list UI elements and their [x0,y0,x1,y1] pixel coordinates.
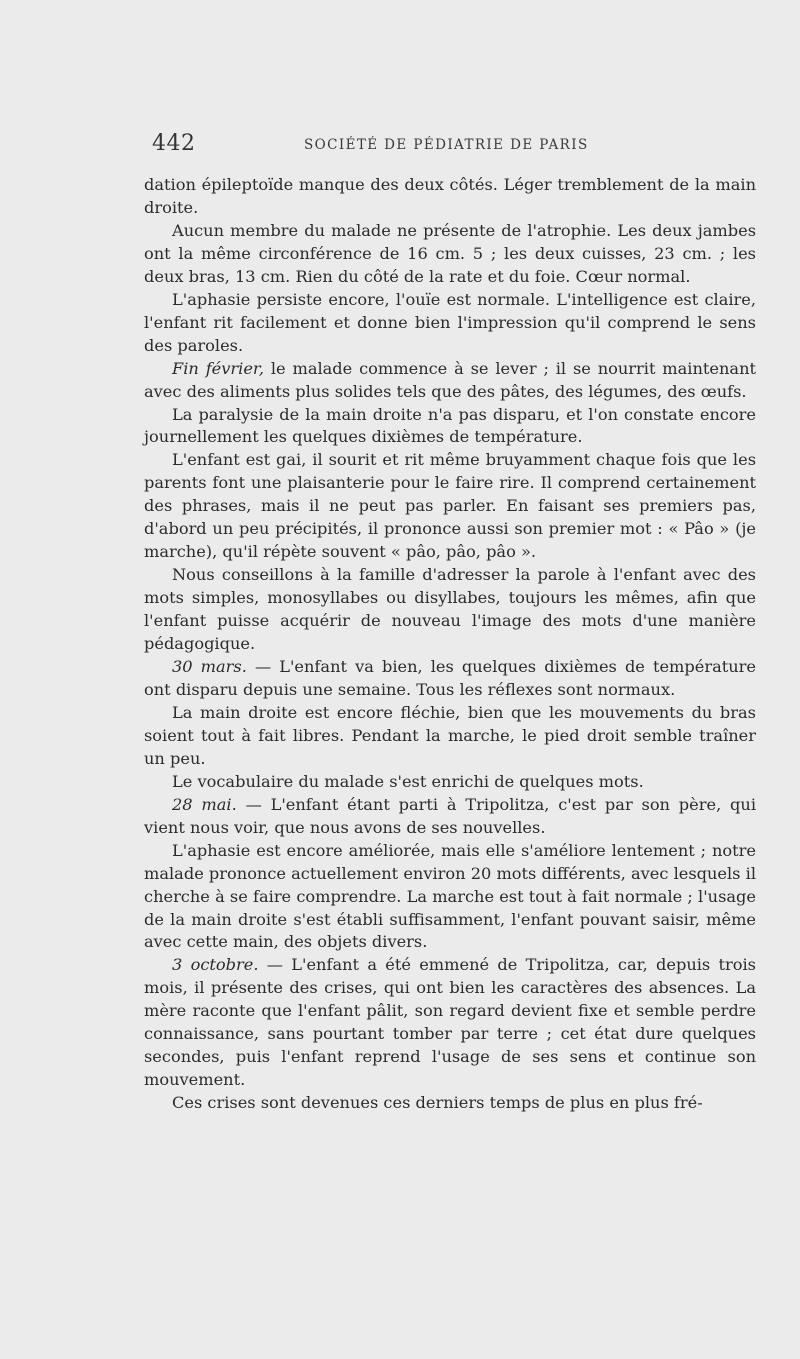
paragraph [144,220,756,289]
paragraph-text: dation épileptoïde manque des deux côtés. Léger tremblement de la main droite. [144,175,756,217]
paragraph [144,771,756,794]
paragraph [144,174,756,220]
page-number: 442 [152,131,196,156]
paragraph-text: L'enfant est gai, il sourit et rit même bruyamment chaque fois que les parents font une plaisanterie pour le faire rire. Il comprend certainement des phrases, mais il ne peut pas parler. En faisant ses premiers pas, d'abord un peu précipités, il prononce aussi son premier mot : « Pâo » (je marche), qu'il répète souvent « pâo, pâo, pâo ». [144,450,756,562]
paragraph-text: Aucun membre du malade ne présente de l'atrophie. Les deux jambes ont la même circonférence de 16 cm. 5 ; les deux cuisses, 23 cm. ; les deux bras, 13 cm. Rien du côté de la rate et du foie. Cœur normal. [144,220,756,286]
paragraph-text: L'aphasie est encore améliorée, mais elle s'améliore lentement ; notre malade prononce actuellement environ 20 mots différents, avec lesquels il cherche à se faire comprendre. La marche est tout à fait normale ; l'usage de la main droite s'est établi suffisamment, l'enfant pouvant saisir, même avec cette main, des objets divers. [144,840,756,952]
paragraph-text: Ces crises sont devenues ces derniers temps de plus en plus fré- [172,1093,703,1113]
date-label: 28 mai. [172,794,237,814]
date-label: 3 octobre. [172,955,259,975]
paragraph [144,449,756,564]
paragraph-text: Nous conseillons à la famille d'adresser la parole à l'enfant avec des mots simples, monosyllabes ou disyllabes, toujours les mêmes, afin que l'enfant puisse acquérir de nouveau l'image des mots d'une manière pédagogique. [144,565,756,654]
paragraph-text: le malade commence à se lever ; il se nourrit maintenant avec des aliments plus solides tels que des pâtes, des légumes, des œufs. [144,358,756,401]
paragraph [144,656,756,702]
paragraph-text: Le vocabulaire du malade s'est enrichi de quelques mots. [172,771,644,791]
paragraph-text: — L'enfant étant parti à Tripolitza, c'est par son père, qui vient nous voir, que nous avons de ses nouvelles. [144,794,756,837]
paragraph [144,1092,756,1115]
paragraph [144,404,756,450]
body-text [144,174,756,1115]
paragraph-text: La main droite est encore fléchie, bien que les mouvements du bras soient tout à fait libres. Pendant la marche, le pied droit semble traîner un peu. [144,702,756,768]
paragraph [144,358,756,404]
running-head: SOCIÉTÉ DE PÉDIATRIE DE PARIS [304,137,589,153]
paragraph [144,702,756,771]
paragraph [144,564,756,656]
paragraph [144,954,756,1092]
paragraph-text: L'aphasie persiste encore, l'ouïe est normale. L'intelligence est claire, l'enfant rit facilement et donne bien l'impression qu'il comprend le sens des paroles. [144,289,756,355]
paragraph [144,794,756,840]
date-label: 30 mars. [172,657,247,677]
paragraph-text: — L'enfant va bien, les quelques dixièmes de température ont disparu depuis une semaine. Tous les réflexes sont normaux. [144,657,756,699]
paragraph-text: La paralysie de la main droite n'a pas disparu, et l'on constate encore journellement les quelques dixièmes de température. [144,404,756,447]
page-header [152,131,752,161]
paragraph [144,289,756,358]
paragraph-text: — L'enfant a été emmené de Tripolitza, car, depuis trois mois, il présente des crises, qui ont bien les caractères des absences. La mère raconte que l'enfant pâlit, son regard devient fixe et semble perdre connaissance, sans pourtant tomber par terre ; cet état dure quelques secondes, puis l'enfant reprend l'usage de ses sens et continue son mouvement. [144,955,756,1090]
paragraph [144,840,756,955]
date-label: Fin février, [172,358,265,378]
